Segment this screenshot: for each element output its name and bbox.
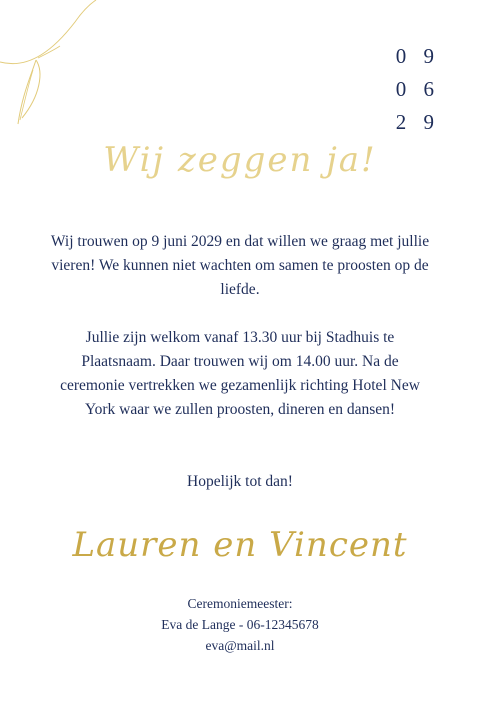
date-month: 0 6 (395, 77, 440, 101)
date-day: 0 9 (395, 44, 440, 68)
contact-label: Ceremoniemeester: (187, 596, 293, 611)
date-year: 2 9 (395, 110, 440, 134)
headline-script: Wij zeggen ja! (103, 140, 377, 180)
paragraph-details: Jullie zijn welkom vanaf 13.30 uur bij Stadhuis te Plaatsnaam. Daar trouwen wij om 14.00 uur. Na de ceremonie vertrekken we gezamenlijk richting Hotel New York waar we zullen proosten, dineren en dansen! (60, 329, 420, 418)
paragraph-closing: Hopelijk tot dan! (187, 473, 293, 490)
gold-branch-illustration (0, 0, 110, 135)
couple-names-script: Lauren en Vincent (72, 525, 408, 565)
contact-block (0, 593, 480, 656)
contact-email: eva@mail.nl (205, 638, 275, 653)
date-block (396, 40, 440, 139)
contact-name-phone: Eva de Lange - 06-12345678 (161, 617, 319, 632)
paragraph-invitation: Wij trouwen op 9 juni 2029 en dat willen we graag met jullie vieren! We kunnen niet wachten om samen te proosten op de liefde. (50, 233, 430, 298)
